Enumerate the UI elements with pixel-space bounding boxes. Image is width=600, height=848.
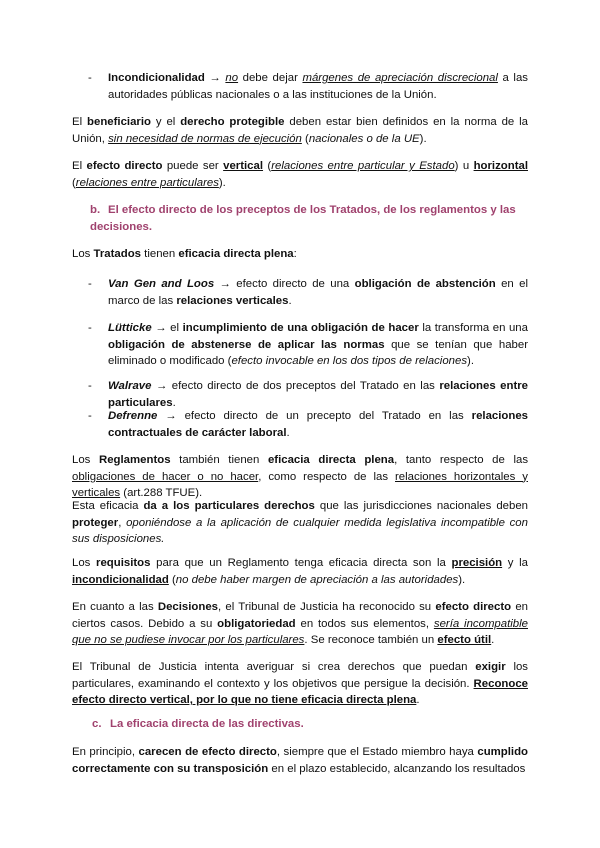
- case-name: Defrenne: [108, 410, 158, 422]
- italic-efecto-invocable: efecto invocable en los dos tipos de relaciones: [231, 355, 468, 368]
- text-run: El: [72, 116, 88, 128]
- heading-text: La eficacia directa de las directivas.: [110, 718, 304, 730]
- bullet-text: [108, 320, 528, 370]
- bullet-defrenne: [88, 408, 528, 441]
- heading-marker: b.: [90, 204, 101, 216]
- text-run: .: [416, 694, 420, 707]
- paragraph-decisiones: [72, 599, 528, 649]
- paragraph-efecto-directo: [72, 158, 528, 191]
- text-run: en ciertos casos. Debido a su: [72, 601, 528, 630]
- text-run: En cuanto a las: [72, 601, 158, 613]
- bold-beneficiario: beneficiario: [87, 116, 151, 128]
- bold-obligacion-abstencion: obligación de abstención: [354, 278, 496, 290]
- text-run: también tienen: [170, 454, 268, 466]
- paragraph-eficacia: [72, 498, 528, 548]
- bold-da-derechos: da a los particulares derechos: [143, 500, 315, 512]
- bold-incumplimiento: incumplimiento de una obligación de hacer: [182, 322, 419, 334]
- bold-precision: precisión: [451, 557, 503, 569]
- text-run: .: [286, 426, 290, 439]
- bold-derecho-protegible: derecho protegible: [180, 116, 285, 128]
- text-run: y el: [150, 116, 181, 128]
- bold-eficacia-directa-plena: eficacia directa plena: [178, 248, 294, 260]
- bold-efecto-directo: efecto directo: [435, 601, 512, 613]
- underline-relaciones: relaciones horizontales y verticales: [72, 470, 528, 500]
- text-run: (art.288 TFUE).: [120, 487, 203, 500]
- text-run: ).: [419, 132, 427, 145]
- text-run: en el marco de las: [108, 278, 528, 307]
- italic-nacionales: nacionales o de la UE: [308, 132, 420, 145]
- text-run: (: [72, 176, 76, 189]
- bold-horizontal: horizontal: [473, 160, 528, 172]
- text-run: , como respecto de las: [258, 470, 396, 483]
- italic-margen: no debe haber margen de apreciación a las autoridades: [175, 573, 459, 586]
- heading-marker: c.: [92, 718, 102, 730]
- bullet-incondicionalidad: [88, 70, 528, 103]
- underline-obligaciones: obligaciones de hacer o no hacer: [72, 470, 259, 483]
- bold-carecen: carecen de efecto directo: [138, 746, 277, 758]
- section-heading-b: [90, 202, 528, 235]
- text-run: y la: [502, 557, 529, 569]
- text-run: Los: [72, 248, 94, 260]
- bold-decisiones: Decisiones: [157, 601, 219, 613]
- paragraph-requisitos: [72, 555, 528, 588]
- section-heading-c: [92, 716, 530, 733]
- text-run: puede ser: [162, 160, 224, 172]
- text-run: los particulares, examinando el contexto y los objetivos que persigue la decisión.: [72, 661, 529, 690]
- emphasis-seria-incompatible: sería incompatible que no se pudiese invocar por los particulares: [72, 617, 528, 647]
- text-run: .: [288, 294, 292, 307]
- text-run: en el plazo establecido, alcanzando los resultados: [268, 762, 526, 775]
- text-run: , el Tribunal de Justicia ha reconocido su: [218, 601, 436, 613]
- emphasis-relaciones-particulares: relaciones entre particulares: [75, 176, 219, 189]
- arrow-text: →: [204, 72, 226, 84]
- bold-tratados: Tratados: [93, 248, 142, 260]
- bold-reconoce-efecto: Reconoce efecto directo vertical, por lo que no tiene eficacia directa plena: [72, 677, 528, 707]
- italic-oponiendose: oponiéndose a la aplicación de cualquier medida legislativa incompatible con sus disposiciones.: [72, 516, 528, 546]
- text-run: ).: [218, 176, 226, 189]
- text-run: debe dejar: [238, 72, 303, 84]
- paragraph-reglamentos: [72, 452, 528, 502]
- text-run: que se tenían que haber eliminado o modificado (: [108, 338, 529, 368]
- paragraph-tribunal: [72, 659, 528, 709]
- emphasis-sin-necesidad: sin necesidad de normas de ejecución: [108, 132, 302, 145]
- bold-relaciones-verticales: relaciones verticales: [176, 294, 289, 307]
- bullet-dash: -: [88, 278, 92, 290]
- bullet-dash: -: [88, 72, 92, 84]
- bold-exigir: exigir: [475, 661, 506, 673]
- case-name: Lütticke: [108, 322, 152, 334]
- text-run: El: [72, 160, 87, 172]
- text-run: deben estar bien definidos en la norma de la Unión,: [72, 116, 529, 145]
- paragraph-beneficiario: [72, 114, 528, 147]
- text-run: → efecto directo de una: [214, 278, 355, 290]
- bold-relaciones-particulares: relaciones entre particulares: [108, 380, 528, 409]
- bold-reglamentos: Reglamentos: [99, 454, 171, 466]
- heading-text: El efecto directo de los preceptos de los Tratados, de los reglamentos y las decisiones.: [90, 204, 516, 233]
- text-run: (: [263, 160, 272, 172]
- text-run: .: [172, 396, 176, 409]
- text-run: Esta eficacia: [72, 500, 144, 512]
- bullet-dash: -: [88, 322, 92, 334]
- case-name: Walrave: [108, 380, 152, 392]
- text-run: :: [293, 248, 297, 260]
- bold-requisitos: requisitos: [96, 557, 151, 569]
- text-run: ).: [458, 573, 466, 586]
- bold-obligatoriedad: obligatoriedad: [217, 617, 296, 630]
- bold-cumplido: cumplido correctamente con su transposición: [72, 746, 528, 775]
- text-run: , tanto respecto de las: [394, 454, 529, 466]
- bullet-text: [108, 276, 528, 309]
- text-run: para que un Reglamento tenga eficacia directa son la: [150, 557, 452, 569]
- text-run: a las autoridades públicas nacionales o a las instituciones de la Unión.: [108, 72, 528, 101]
- text-run: , siempre que el Estado miembro haya: [276, 746, 478, 758]
- text-run: En principio,: [72, 746, 139, 758]
- text-run: (: [168, 573, 176, 586]
- bold-incondicionalidad: incondicionalidad: [72, 573, 169, 586]
- case-name: Van Gen and Loos: [108, 278, 215, 290]
- text-run: → efecto directo de un precepto del Tratado en las: [157, 410, 472, 422]
- term-incondicionalidad: Incondicionalidad: [108, 72, 205, 84]
- bold-efecto-directo: efecto directo: [86, 160, 163, 172]
- text-run: Los: [72, 454, 99, 466]
- text-run: → el: [151, 322, 183, 334]
- bullet-text: [108, 378, 528, 411]
- text-run: ).: [467, 355, 474, 368]
- text-run: → efecto directo de dos preceptos del Tratado en las: [151, 380, 440, 392]
- text-run: (: [301, 132, 309, 145]
- text-run: la transforma en una: [418, 322, 528, 334]
- text-run: El Tribunal de Justicia intenta averiguar si crea derechos que puedan: [72, 661, 476, 673]
- bullet-lutticke: [88, 320, 528, 370]
- bold-efecto-util: efecto útil: [437, 634, 492, 647]
- bold-relaciones-contractuales: relaciones contractuales de carácter laboral: [108, 410, 528, 439]
- bullet-dash: -: [88, 410, 92, 422]
- emphasis-no: no: [225, 72, 239, 84]
- bold-vertical: vertical: [223, 160, 264, 172]
- bullet-dash: -: [88, 380, 92, 392]
- text-run: . Se reconoce también un: [304, 634, 438, 647]
- text-run: que las jurisdicciones nacionales deben: [314, 500, 529, 512]
- emphasis-relaciones-estado: relaciones entre particular y Estado: [271, 160, 455, 172]
- text-run: en todos sus elementos,: [295, 617, 434, 630]
- text-run: ,: [118, 516, 127, 529]
- bullet-walrave: [88, 378, 528, 411]
- bold-eficacia-directa-plena: eficacia directa plena: [267, 454, 395, 466]
- bullet-van-gen-and-loos: [88, 276, 528, 309]
- bullet-text: [108, 408, 528, 441]
- bold-obligacion-abstenerse: obligación de abstenerse de aplicar las normas: [108, 338, 385, 351]
- bullet-text: [108, 70, 528, 103]
- paragraph-principio: [72, 744, 528, 777]
- text-run: Los: [72, 557, 97, 569]
- text-run: ) u: [454, 160, 474, 172]
- text-run: tienen: [141, 248, 179, 260]
- paragraph-tratados: [72, 246, 528, 263]
- emphasis-margenes: márgenes de apreciación discrecional: [302, 72, 498, 84]
- text-run: .: [491, 634, 495, 647]
- bold-proteger: proteger: [72, 516, 119, 529]
